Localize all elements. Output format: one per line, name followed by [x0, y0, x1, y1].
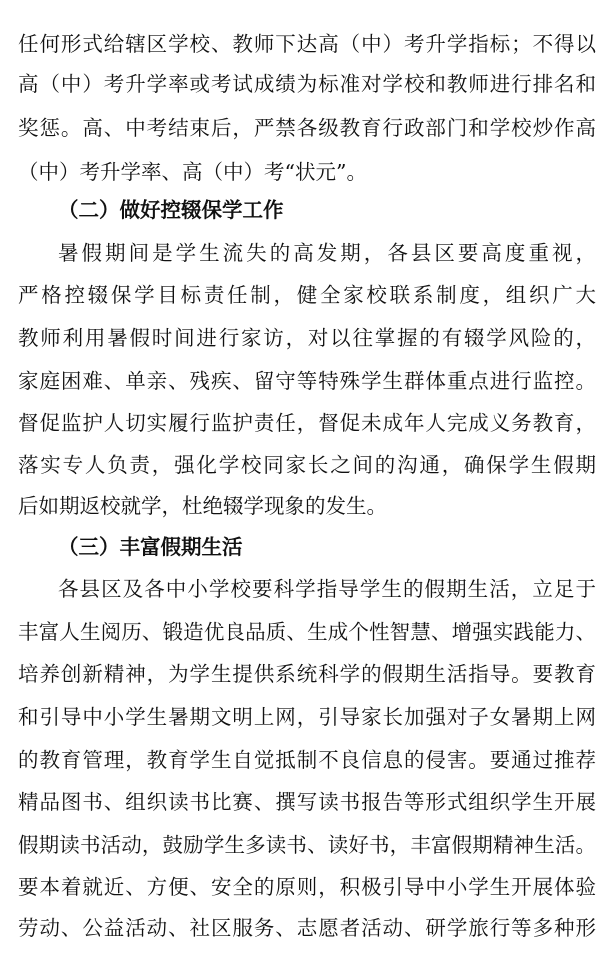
section-2-line-7: 后如期返校就学，杜绝辍学现象的发生。 — [18, 494, 387, 518]
section-3-heading: （三）丰富假期生活 — [58, 535, 243, 559]
section-2-line-3: 教师利用暑假时间进行家访，对以往掌握的有辍学风险的， — [18, 326, 596, 350]
section-2-line-6: 落实专人负责，强化学校同家长之间的沟通，确保学生假期 — [18, 453, 596, 477]
paragraph-1-line-1: 任何形式给辖区学校、教师下达高（中）考升学指标；不得以 — [18, 32, 596, 56]
section-2-line-2: 严格控辍保学目标责任制，健全家校联系制度，组织广大 — [18, 283, 596, 307]
section-3-line-3: 培养创新精神，为学生提供系统科学的假期生活指导。要教育 — [18, 662, 596, 686]
section-2-line-1: 暑假期间是学生流失的高发期，各县区要高度重视， — [58, 241, 596, 265]
section-3-line-7: 假期读书活动，鼓励学生多读书、读好书，丰富假期精神生活。 — [18, 833, 596, 857]
section-2-line-5: 督促监护人切实履行监护责任，督促未成年人完成义务教育， — [18, 411, 596, 435]
section-3-line-5: 的教育管理，教育学生自觉抵制不良信息的侵害。要通过推荐 — [18, 748, 596, 772]
section-3-line-8: 要本着就近、方便、安全的原则，积极引导中小学生开展体验 — [18, 875, 596, 899]
section-3-line-2: 丰富人生阅历、锻造优良品质、生成个性智慧、增强实践能力、 — [18, 620, 596, 644]
paragraph-1-line-3: 奖惩。高、中考结束后，严禁各级教育行政部门和学校炒作高 — [18, 116, 596, 140]
paragraph-1-line-2: 高（中）考升学率或考试成绩为标准对学校和教师进行排名和 — [18, 72, 596, 96]
section-2-heading: （二）做好控辍保学工作 — [58, 198, 284, 222]
paragraph-1-line-4: （中）考升学率、高（中）考“状元”。 — [18, 160, 367, 184]
section-3-line-9: 劳动、公益活动、社区服务、志愿者活动、研学旅行等多种形 — [18, 916, 596, 940]
section-2-line-4: 家庭困难、单亲、残疾、留守等特殊学生群体重点进行监控。 — [18, 369, 596, 393]
section-3-line-1: 各县区及各中小学校要科学指导学生的假期生活，立足于 — [58, 577, 596, 601]
section-3-line-6: 精品图书、组织读书比赛、撰写读书报告等形式组织学生开展 — [18, 790, 596, 814]
section-3-line-4: 和引导中小学生暑期文明上网，引导家长加强对子女暑期上网 — [18, 705, 596, 729]
